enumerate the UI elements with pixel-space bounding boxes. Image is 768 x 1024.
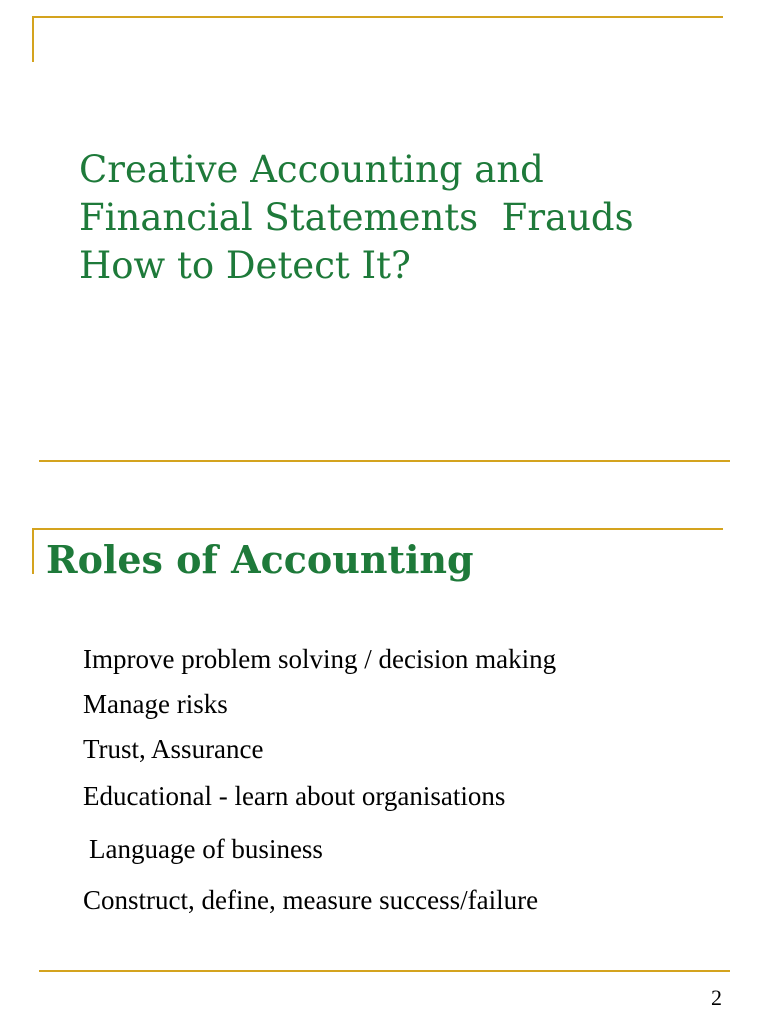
slide1-title-line: Financial Statements Frauds [79,196,634,239]
slide2-left-rule [32,528,34,574]
slide1-title-line: How to Detect It? [79,244,411,287]
slide1-bottom-rule [39,460,730,462]
bullet-item: Construct, define, measure success/failure [83,885,539,915]
bullet-item: Improve problem solving / decision making [83,644,557,674]
bullet-item: Language of business [89,834,323,864]
slide1-title-line: Creative Accounting and [79,148,544,191]
slide1-title [79,146,739,290]
slide2-top-rule [32,528,723,530]
slide1-left-rule [32,16,34,62]
bullet-item: Trust, Assurance [83,734,264,764]
bullet-item: Manage risks [83,689,228,719]
slide2-bottom-rule [39,970,730,972]
slide1-top-rule [32,16,723,18]
slide2-title: Roles of Accounting [46,537,474,582]
bullet-item: Educational - learn about organisations [83,781,506,811]
page-number: 2 [711,985,722,1010]
